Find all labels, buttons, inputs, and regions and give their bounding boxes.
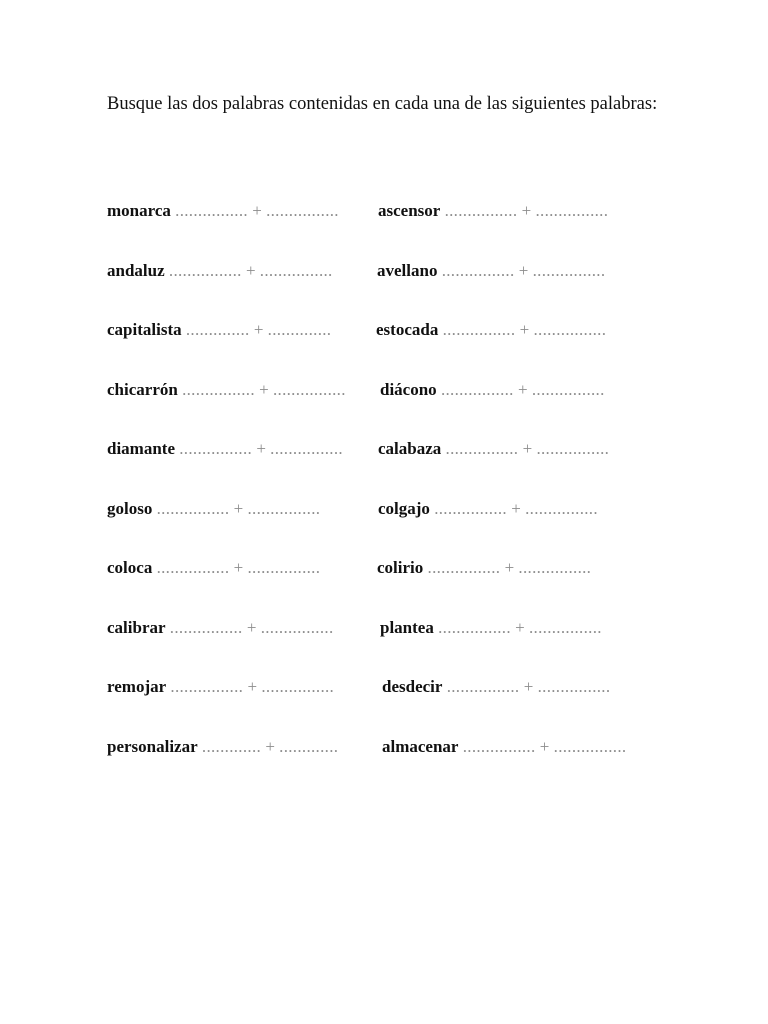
answer-blank-second[interactable]: ................ (535, 201, 609, 220)
answer-blank-second[interactable]: ................ (259, 261, 333, 280)
answer-blank-first[interactable]: ................ (182, 380, 255, 399)
exercise-word: diamante (107, 439, 175, 458)
exercise-word: diácono (380, 380, 437, 399)
exercise-row (0, 735, 768, 765)
left-exercise-item (107, 199, 339, 223)
exercise-row (0, 378, 768, 408)
exercise-row (0, 199, 768, 229)
exercise-word: capitalista (107, 320, 182, 339)
right-exercise-item (378, 437, 609, 461)
plus-sign: + (519, 320, 530, 339)
left-exercise-item (107, 437, 343, 461)
exercise-word: chicarrón (107, 380, 178, 399)
exercise-word: goloso (107, 499, 153, 518)
answer-blank-second[interactable]: ................ (270, 439, 343, 458)
plus-sign: + (233, 558, 244, 577)
right-exercise-item (382, 735, 626, 759)
answer-blank-second[interactable]: ................ (536, 439, 610, 458)
exercise-word: calibrar (107, 618, 166, 637)
exercise-word: personalizar (107, 737, 198, 756)
left-exercise-item (107, 497, 320, 521)
plus-sign: + (253, 320, 264, 339)
exercise-word: estocada (376, 320, 439, 339)
plus-sign: + (511, 499, 521, 518)
right-exercise-item (380, 616, 602, 640)
answer-blank-second[interactable]: ................ (525, 499, 598, 518)
answer-blank-first[interactable]: ................ (446, 677, 520, 696)
exercise-row (0, 556, 768, 586)
right-exercise-item (377, 556, 591, 580)
answer-blank-first[interactable]: ................ (442, 320, 516, 339)
left-exercise-item (107, 675, 334, 699)
answer-blank-second[interactable]: ................ (247, 499, 321, 518)
exercise-word: ascensor (378, 201, 441, 220)
left-exercise-item (107, 318, 331, 342)
exercise-word: almacenar (382, 737, 459, 756)
answer-blank-first[interactable]: ................ (440, 380, 514, 399)
answer-blank-second[interactable]: ................ (532, 261, 606, 280)
answer-blank-first[interactable]: ................ (462, 737, 536, 756)
plus-sign: + (539, 737, 550, 756)
right-exercise-item (380, 378, 605, 402)
exercise-word: colgajo (378, 499, 430, 518)
right-exercise-item (376, 318, 606, 342)
instructions-text: Busque las dos palabras contenidas en cada una de las siguientes palabras: (107, 94, 658, 114)
answer-blank-first[interactable]: .............. (185, 320, 250, 339)
plus-sign: + (259, 380, 269, 399)
plus-sign: + (233, 499, 244, 518)
plus-sign: + (265, 737, 275, 756)
answer-blank-first[interactable]: ................ (434, 499, 507, 518)
exercise-word: coloca (107, 558, 153, 577)
plus-sign: + (246, 618, 257, 637)
plus-sign: + (518, 261, 529, 280)
left-exercise-item (107, 735, 338, 759)
exercise-word: desdecir (382, 677, 443, 696)
answer-blank-second[interactable]: ................ (260, 618, 334, 637)
exercise-word: monarca (107, 201, 171, 220)
exercise-row (0, 318, 768, 348)
answer-blank-second[interactable]: ............. (279, 737, 339, 756)
answer-blank-second[interactable]: ................ (553, 737, 627, 756)
right-exercise-item (378, 497, 598, 521)
answer-blank-first[interactable]: ................ (175, 201, 248, 220)
plus-sign: + (523, 677, 534, 696)
answer-blank-first[interactable]: ................ (427, 558, 501, 577)
right-exercise-item (378, 199, 608, 223)
plus-sign: + (245, 261, 256, 280)
answer-blank-first[interactable]: ................ (169, 618, 243, 637)
exercise-row (0, 497, 768, 527)
answer-blank-first[interactable]: ................ (156, 499, 230, 518)
exercise-word: remojar (107, 677, 167, 696)
right-exercise-item (382, 675, 610, 699)
answer-blank-second[interactable]: ................ (529, 618, 602, 637)
exercise-row (0, 675, 768, 705)
answer-blank-first[interactable]: ................ (441, 261, 515, 280)
exercise-word: calabaza (378, 439, 442, 458)
answer-blank-second[interactable]: ................ (247, 558, 321, 577)
answer-blank-second[interactable]: ................ (266, 201, 339, 220)
plus-sign: + (252, 201, 262, 220)
answer-blank-first[interactable]: ................ (438, 618, 511, 637)
left-exercise-item (107, 378, 346, 402)
exercise-word: colirio (377, 558, 424, 577)
answer-blank-second[interactable]: ................ (533, 320, 607, 339)
plus-sign: + (522, 439, 533, 458)
answer-blank-first[interactable]: ................ (445, 439, 519, 458)
answer-blank-second[interactable]: ................ (537, 677, 611, 696)
right-exercise-item (377, 259, 605, 283)
exercise-row (0, 616, 768, 646)
answer-blank-first[interactable]: ................ (168, 261, 242, 280)
answer-blank-second[interactable]: ................ (272, 380, 346, 399)
answer-blank-first[interactable]: ................ (156, 558, 230, 577)
plus-sign: + (247, 677, 258, 696)
answer-blank-second[interactable]: ................ (261, 677, 335, 696)
exercise-row (0, 437, 768, 467)
answer-blank-second[interactable]: .............. (267, 320, 332, 339)
plus-sign: + (256, 439, 266, 458)
plus-sign: + (504, 558, 515, 577)
exercise-row (0, 259, 768, 289)
answer-blank-first[interactable]: ............. (201, 737, 262, 756)
answer-blank-first[interactable]: ................ (170, 677, 244, 696)
exercise-word: plantea (380, 618, 434, 637)
left-exercise-item (107, 259, 333, 283)
answer-blank-first[interactable]: ................ (179, 439, 253, 458)
plus-sign: + (518, 380, 528, 399)
answer-blank-second[interactable]: ................ (531, 380, 605, 399)
plus-sign: + (515, 618, 525, 637)
left-exercise-item (107, 556, 320, 580)
exercise-word: avellano (377, 261, 438, 280)
answer-blank-first[interactable]: ................ (444, 201, 518, 220)
plus-sign: + (521, 201, 532, 220)
left-exercise-item (107, 616, 334, 640)
exercise-word: andaluz (107, 261, 165, 280)
answer-blank-second[interactable]: ................ (518, 558, 592, 577)
